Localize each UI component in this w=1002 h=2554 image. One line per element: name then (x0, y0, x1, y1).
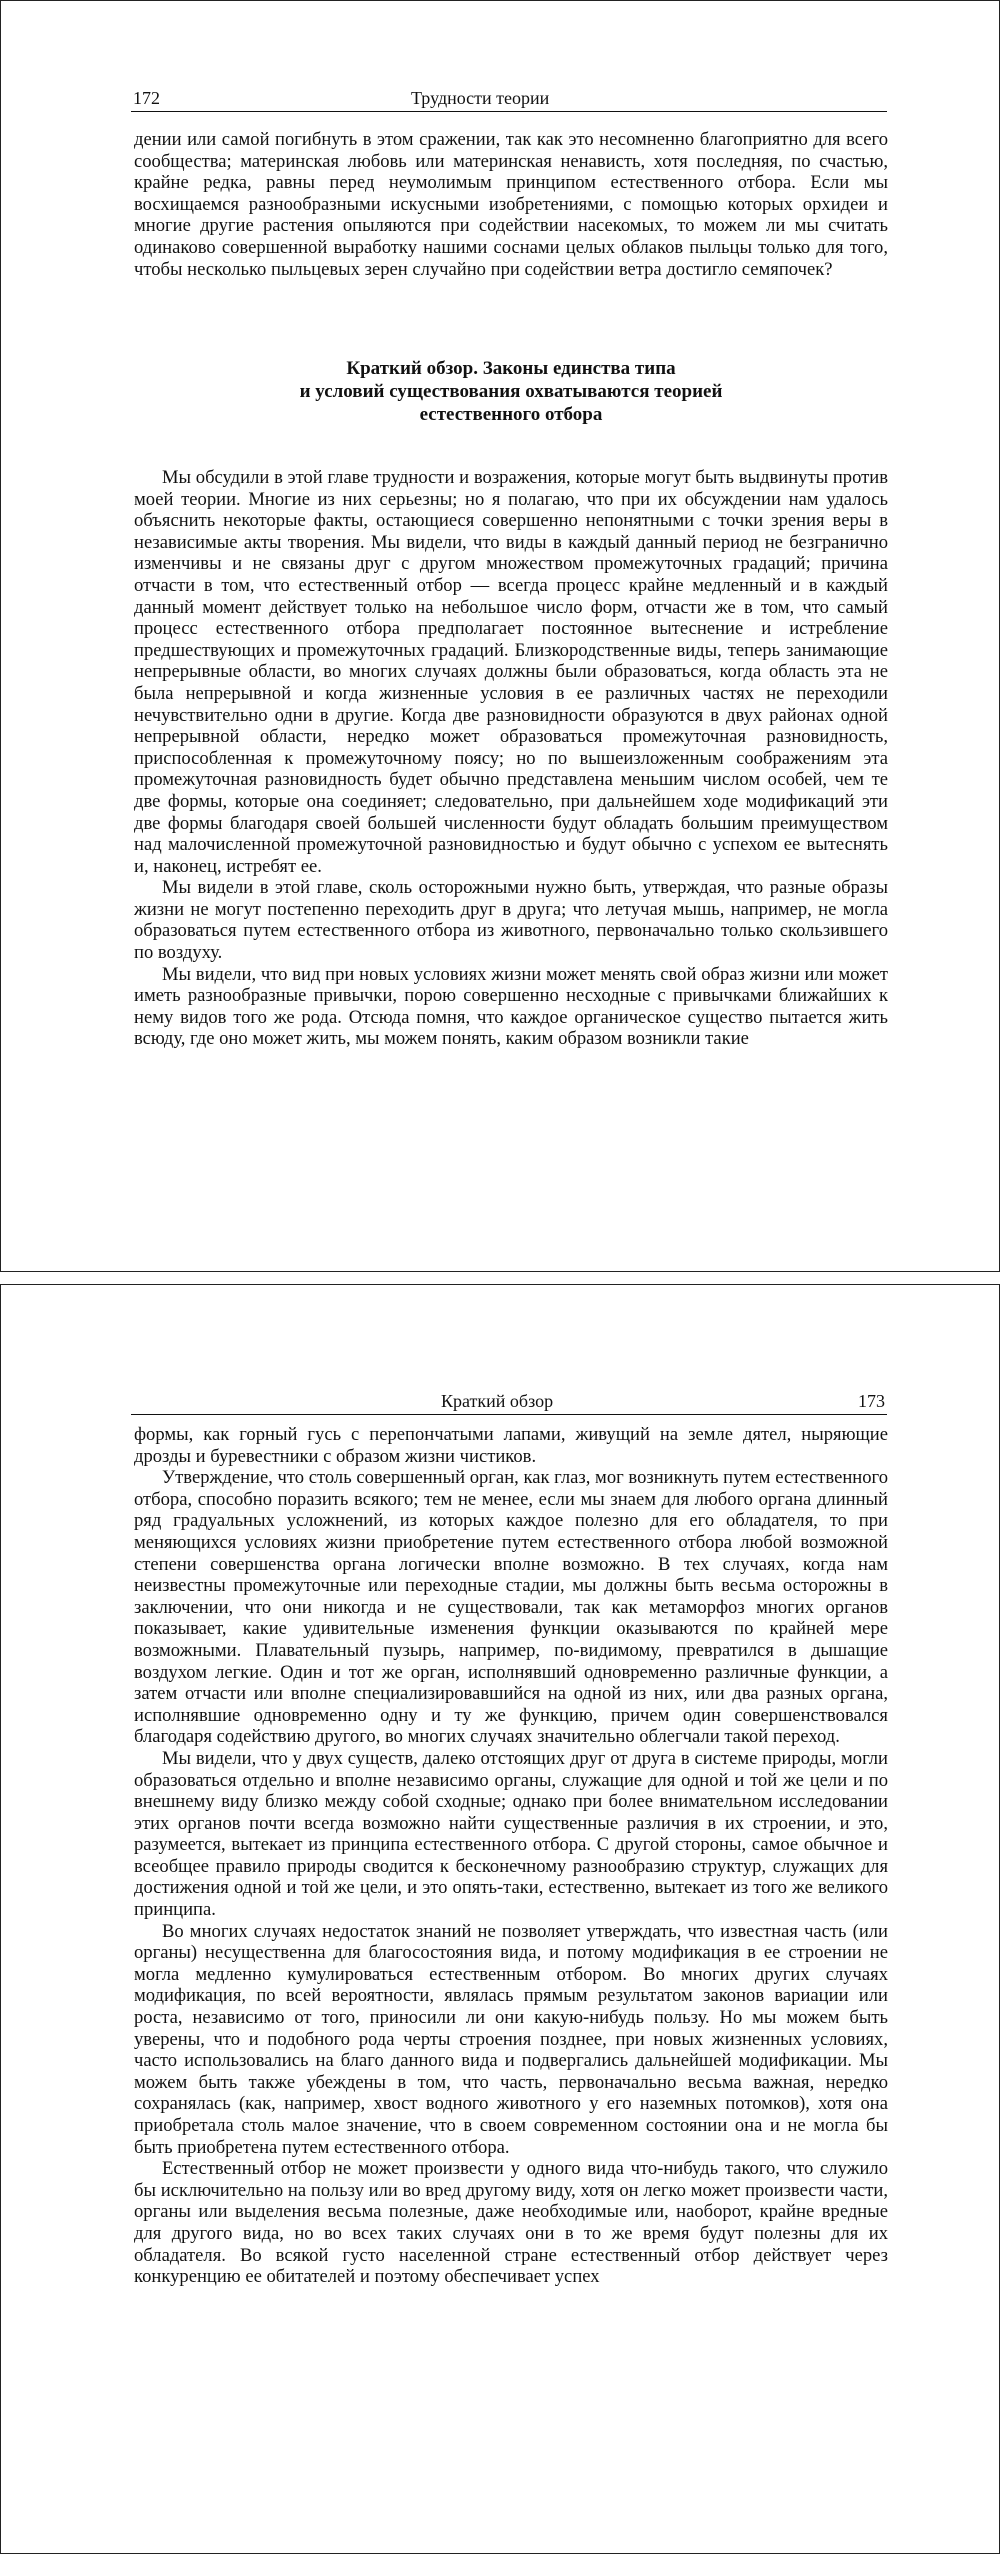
section-heading-line: естественного отбора (419, 404, 603, 425)
paragraph: Мы видели, что вид при новых условиях жизни может менять свой образ жизни или может иметь разнообразные привычки, порою совершенно несходные с привычками ближайших к нему видов того же рода. Отсюда помня, что каждое органическое существо пытается жить всюду, где оно может жить, мы можем понять, каким образом возникли такие (134, 963, 888, 1050)
text-block (134, 129, 888, 280)
paragraph: Мы видели в этой главе, сколь осторожными нужно быть, утверждая, что разные образы жизни не могут постепенно переходить друг в друга; что летучая мышь, например, не могла образоваться путем естественного отбора из животного, первоначально только скользившего по воздуху. (134, 877, 888, 964)
page-number: 172 (133, 88, 160, 108)
running-title: Краткий обзор (441, 1391, 554, 1411)
paragraph: Естественный отбор не может произвести у одного вида что-нибудь такого, что служило бы исключительно на пользу или во вред другому виду, хотя он легко может произвести части, органы или выделения весьма полезные, даже необходимые или, наоборот, крайне вредные для другого вида, но во всех таких случаях они в то же время будут полезны для их обладателя. Во всякой густо населенной стране естественный отбор действует через конкуренцию ее обитателей и поэтому обеспечивает успех (134, 2158, 888, 2288)
section-heading-line: и условий существования охватываются теорией (299, 381, 723, 402)
text-block (134, 467, 888, 1050)
page-173 (0, 1284, 1000, 2554)
running-title: Трудности теории (411, 88, 550, 108)
paragraph: Утверждение, что столь совершенный орган, как глаз, мог возникнуть путем естественного отбора, способно поразить всякого; тем не менее, если мы знаем для любого органа длинный ряд градуальных усложнений, из которых каждое полезно для его обладателя, то при меняющихся условиях жизни приобретение путем естественного отбора любой возможной степени совершенства органа логически вполне возможно. В тех случаях, когда нам неизвестны промежуточные или переходные стадии, мы должны быть весьма осторожны в заключении, что они никогда и не существовали, так как метаморфоз многих органов показывает, какие удивительные изменения функции оказываются по крайней мере возможными. Плавательный пузырь, например, по-видимому, превратился в дышащие воздухом легкие. Один и тот же орган, исполнявший одновременно различные функции, а затем отчасти или вполне специализировавшийся на одной из них, или два разных органа, исполнявшие одновременно одну и ту же функцию, причем один совершенствовался благодаря содействию другого, во многих случаях значительно облегчали такой переход. (134, 1467, 888, 1748)
paragraph-continued: формы, как горный гусь с перепончатыми лапами, живущий на земле дятел, ныряющие дрозды и буревестники с образом жизни чистиков. (134, 1424, 888, 1467)
paragraph: Мы видели, что у двух существ, далеко отстоящих друг от друга в системе природы, могли образоваться отдельно и вполне независимо органы, служащие для одной и той же цели и по внешнему виду близко между собой сходные; однако при более внимательном исследовании этих органов почти всегда возможно найти существенные различия в их строении, и это, разумеется, вытекает из принципа естественного отбора. С другой стороны, самое обычное и всеобщее правило природы сводится к бесконечному разнообразию структур, служащих для достижения одной и той же цели, и это опять-таки, естественно, вытекает из того же великого принципа. (134, 1747, 888, 1921)
paragraph: Мы обсудили в этой главе трудности и возражения, которые могут быть выдвинуты против моей теории. Многие из них серьезны; но я полагаю, что при их обсуждении нам удалось объяснить некоторые факты, остающиеся совершенно непонятными с точки зрения веры в независимые акты творения. Мы видели, что виды в каждый данный период не безгранично изменчивы и не связаны друг с другом множеством промежуточных градаций; причина отчасти в том, что естественный отбор — всегда процесс крайне медленный и в каждый данный момент действует только на небольшое число форм, отчасти же в том, что самый процесс естественного отбора предполагает постоянное вытеснение и истребление предшествующих и промежуточных градаций. Близкородственные виды, теперь занимающие непрерывные области, во многих случаях должны были образоваться, когда область эта не была непрерывной и когда жизненные условия в ее различных частях не переходили нечувствительно одни в другие. Когда две разновидности образуются в двух районах одной непрерывной области, нередко может образоваться промежуточная разновидность, приспособленная к промежуточному поясу; но по вышеизложенным соображениям эта промежуточная разновидность будет обычно представлена меньшим числом особей, чем те две формы, которые она соединяет; следовательно, при дальнейшем ходе модификаций эти две формы благодаря своей большей численности будут обладать большим преимуществом над малочисленной промежуточной разновидностью и будут обычно с успехом ее вытеснять и, наконец, истребят ее. (134, 467, 888, 877)
paragraph: Во многих случаях недостаток знаний не позволяет утверждать, что известная часть (или органы) несущественна для благосостояния вида, и потому модификация в ее строении не могла медленно кумулироваться естественным отбором. Во многих других случаях модификация, по всей вероятности, являлась прямым результатом законов вариации или роста, независимо от того, приносили ли они какую-нибудь пользу. Но мы можем быть уверены, что и подобного рода черты строения позднее, при новых жизненных условиях, часто использовались на благо данного вида и подвергались дальнейшей модификации. Мы можем быть также убеждены в том, что часть, первоначально весьма важная, нередко сохранялась (как, например, хвост водного животного у его наземных потомков), хотя она приобретала столь малое значение, что в своем современном состоянии она и не могла бы быть приобретена путем естественного отбора. (134, 1920, 888, 2158)
section-heading-line: Краткий обзор. Законы единства типа (346, 358, 676, 379)
running-head (131, 1390, 887, 1415)
running-head (131, 87, 887, 112)
paragraph-continued: дении или самой погибнуть в этом сражении, так как это несомненно благоприятно для всего сообщества; материнская любовь или материнская ненависть, хотя последняя, по счастью, крайне редка, равны перед неумолимым принципом естественного отбора. Если мы восхищаемся разнообразными искусными изобретениями, с помощью которых орхидеи и многие другие растения опыляются при содействии насекомых, то можем ли мы считать одинаково совершенной выработку нашими соснами целых облаков пыльцы только для того, чтобы несколько пыльцевых зерен случайно при содействии ветра достигло семяпочек? (134, 129, 888, 280)
page-number: 173 (858, 1391, 885, 1411)
section-heading (134, 357, 888, 426)
text-block (134, 1424, 888, 2288)
page-172 (0, 0, 1000, 1272)
